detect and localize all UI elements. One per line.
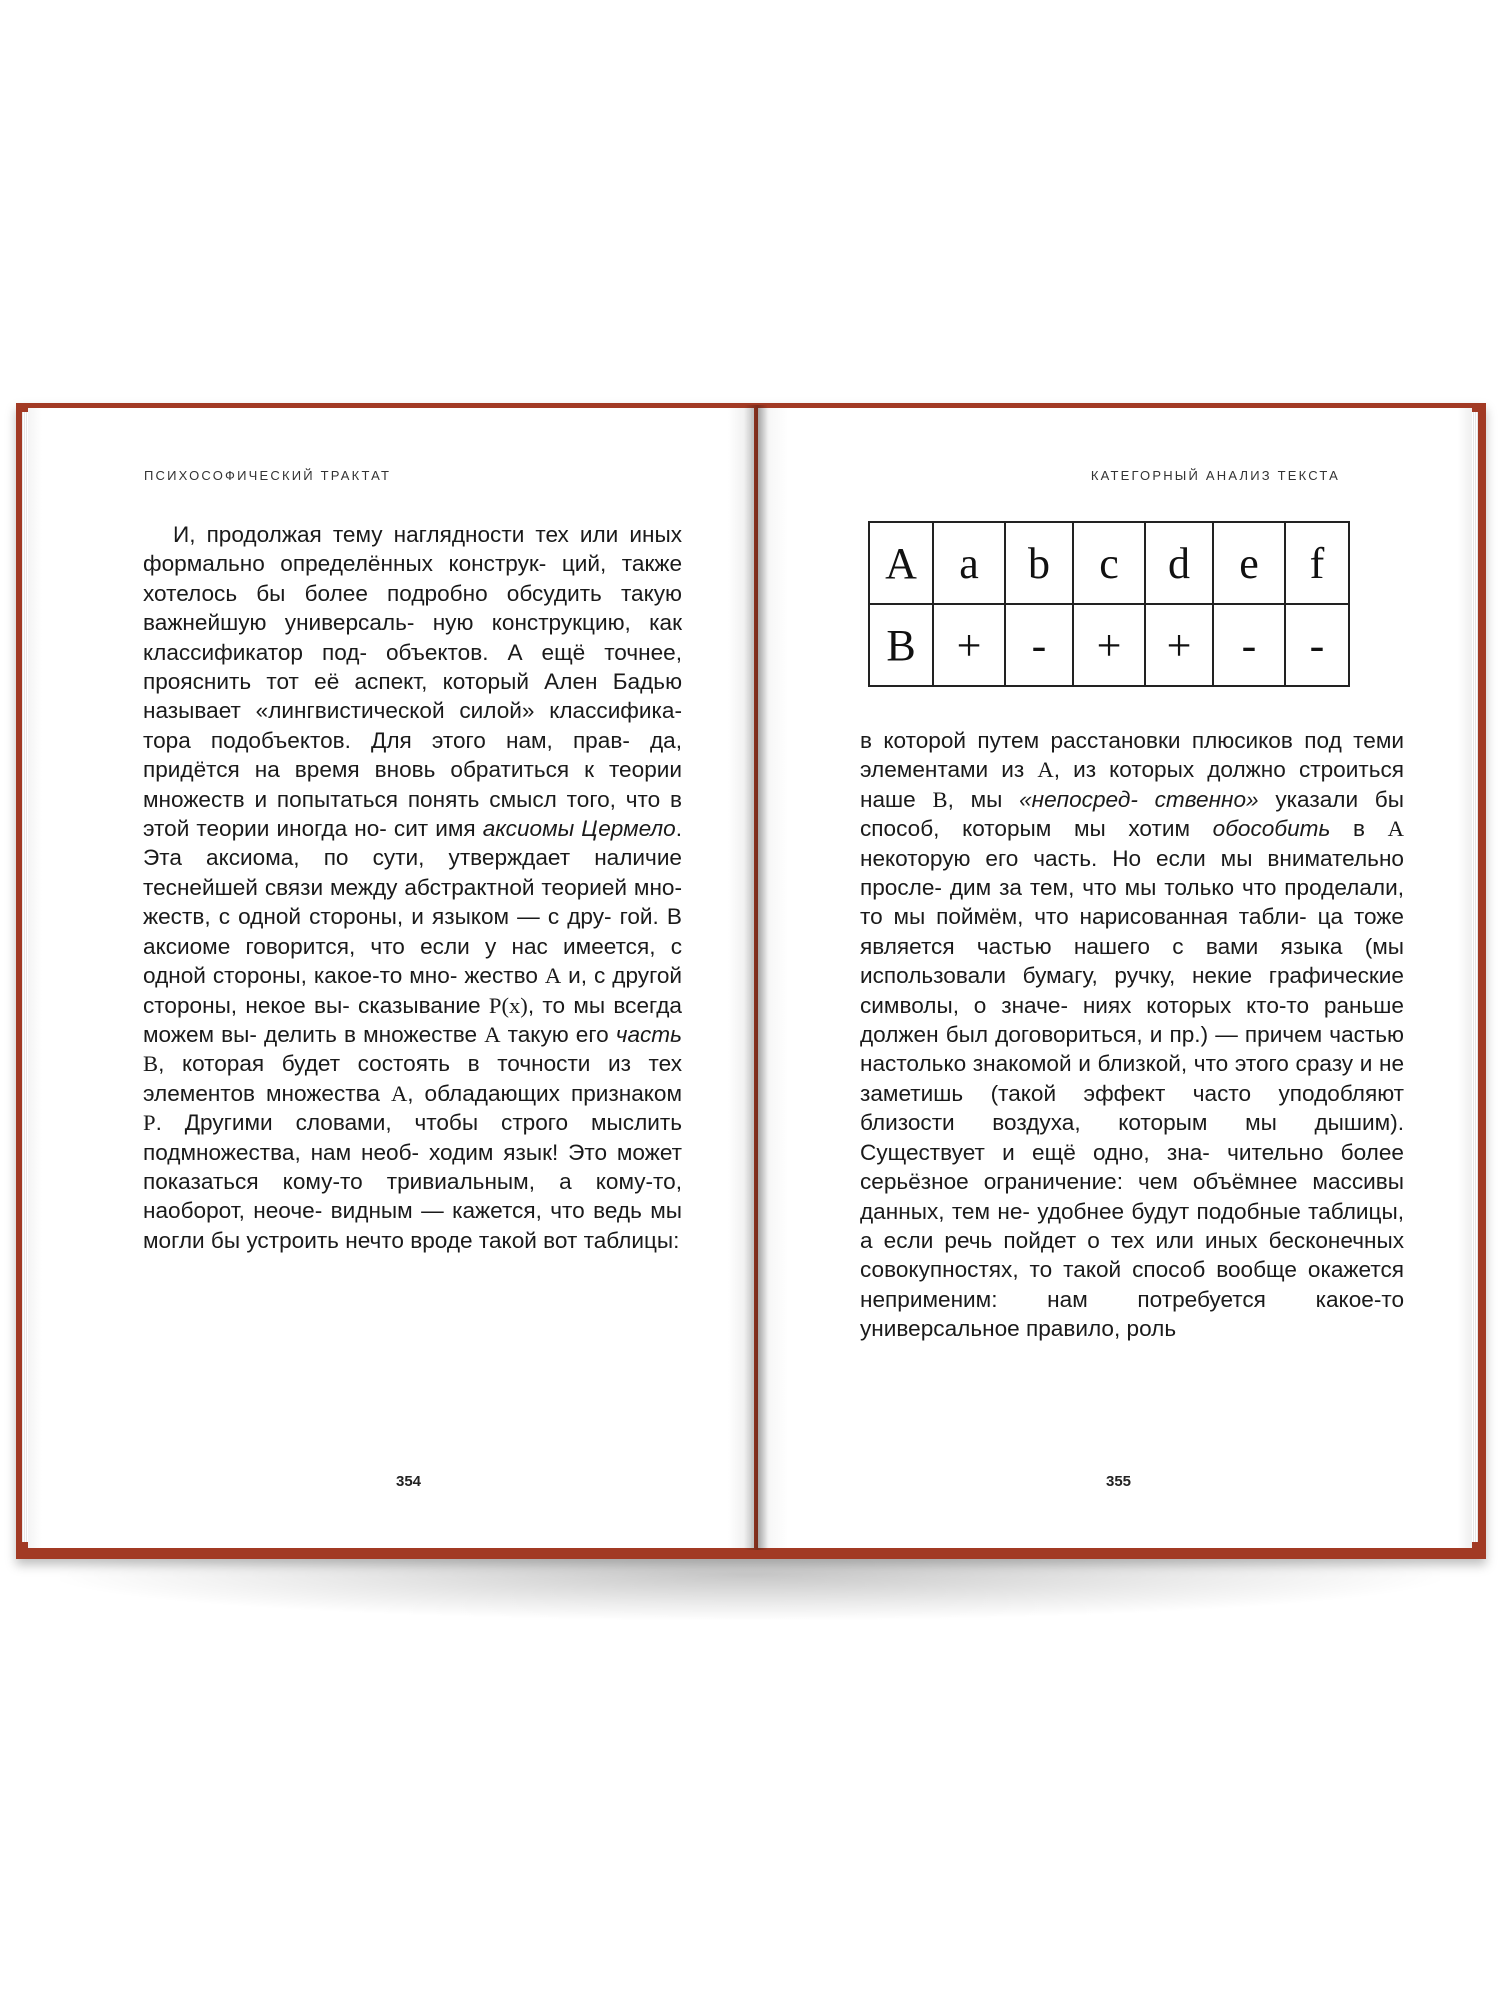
- text-line: связи между абстрактной теорией мно-: [264, 874, 683, 900]
- italic-term: обособить: [1212, 816, 1331, 842]
- text-line: ниях которых кто-то раньше должен был: [860, 992, 1404, 1048]
- table-cell: d: [1145, 522, 1213, 604]
- text-line: должно строиться наше B, мы «непосред-: [860, 757, 1404, 812]
- text-line: под теми элементами из A, из которых: [860, 728, 1404, 783]
- classifier-table: [868, 521, 1350, 687]
- text-line: настолько знакомой и близкой, что этого: [860, 1051, 1289, 1077]
- math-symbol: A: [1037, 757, 1054, 783]
- table-cell: f: [1285, 522, 1349, 604]
- table-cell: A: [869, 522, 933, 604]
- text-line: устроить нечто вроде такой вот таблицы:: [246, 1227, 680, 1253]
- table-cell: -: [1285, 604, 1349, 686]
- table-cell: -: [1213, 604, 1285, 686]
- math-symbol: B: [143, 1051, 159, 1077]
- text-line: чем объёмнее массивы данных, тем не-: [860, 1169, 1404, 1224]
- math-symbol: A: [484, 1021, 501, 1047]
- running-head-right: КАТЕГОРНЫЙ АНАЛИЗ ТЕКСТА: [1090, 468, 1340, 483]
- text-line: иных формально определённых конструк-: [143, 522, 683, 577]
- math-symbol: B: [932, 786, 948, 812]
- text-line: уподобляют близости воздуха, которым: [860, 1080, 1404, 1136]
- text-line: «лингвистической силой» классифика-: [255, 698, 682, 724]
- paragraph: [860, 726, 1404, 1344]
- italic-term: аксиомы Цермело: [482, 816, 676, 842]
- text-line: да, придётся на время вновь обратиться: [143, 727, 683, 783]
- text-line: делить в множестве A такую его часть B,: [143, 1021, 683, 1077]
- left-page-text: [143, 520, 682, 1255]
- text-line: ходим язык! Это может показаться кому-то: [143, 1139, 682, 1194]
- text-line: мы дышим). Существует и ещё одно, зна-: [860, 1110, 1404, 1165]
- table-row: [869, 604, 1349, 686]
- text-line: по сути, утверждает наличие теснейшей: [143, 845, 682, 900]
- text-line: жество A и, с другой стороны, некое вы-: [143, 963, 682, 1018]
- text-line: совокупностях, то такой способ вообще: [860, 1257, 1297, 1283]
- text-line: гой. В аксиоме говорится, что если у нас: [143, 904, 682, 959]
- text-line: И, продолжая тему наглядности тех или: [173, 522, 619, 547]
- table-row: [869, 522, 1349, 604]
- text-line: которая будет состоять в точности из тех: [181, 1051, 682, 1077]
- math-symbol: P: [143, 1110, 156, 1136]
- math-symbol: A: [544, 963, 562, 989]
- text-line: в которой путем расстановки плюсиков: [860, 728, 1293, 753]
- table-cell: -: [1005, 604, 1073, 686]
- table-cell: +: [933, 604, 1005, 686]
- table-cell: e: [1213, 522, 1285, 604]
- text-line: удобнее будут подобные таблицы, а если: [860, 1198, 1404, 1253]
- text-line: элементов множества A, обладающих: [143, 1080, 560, 1106]
- text-line: сразу и не заметишь (такой эффект часто: [860, 1051, 1405, 1106]
- text-line: окажется неприменим: нам потребуется: [860, 1257, 1404, 1312]
- text-line: имеется, с одной стороны, какое-то мно-: [143, 933, 682, 989]
- text-line: речь пойдет о тех или иных бесконечных: [944, 1227, 1404, 1253]
- italic-term: часть: [615, 1021, 683, 1047]
- text-line: тривиальным, а кому-то, наоборот, неоче-: [143, 1168, 682, 1224]
- text-line: мы хотим обособить в A некоторую его: [860, 816, 1404, 871]
- book-gutter: [744, 405, 768, 1550]
- text-line: чительно более серьёзное ограничение:: [860, 1139, 1404, 1195]
- italic-term: ственно»: [1154, 786, 1259, 812]
- left-page: [28, 408, 754, 1548]
- text-line: обсудить такую важнейшую универсаль-: [143, 580, 683, 636]
- text-line: её аспект, который Ален Бадью называет: [143, 669, 683, 724]
- text-line: признаком P. Другими словами, чтобы: [143, 1080, 683, 1136]
- text-line: ственно» указали бы способ, которым: [860, 786, 1404, 842]
- text-line: некие графические символы, о значе-: [860, 963, 1404, 1018]
- text-line: ций, также хотелось бы более подробно: [143, 551, 683, 606]
- table-cell: c: [1073, 522, 1145, 604]
- table-cell: +: [1073, 604, 1145, 686]
- text-line: договориться, и пр.) — причем частью: [995, 1022, 1404, 1048]
- text-line: объектов. А ещё точнее, прояснить тот: [143, 639, 683, 695]
- text-line: жеств, с одной стороны, и языком — с дру-: [143, 904, 612, 930]
- text-line: часть. Но если мы внимательно просле-: [860, 845, 1404, 901]
- table-cell: B: [869, 604, 933, 686]
- right-page-text: [860, 726, 1404, 1344]
- table-cell: a: [933, 522, 1005, 604]
- math-symbol: P(x): [488, 992, 528, 1018]
- text-line: смысл того, что в этой теории иногда но-: [143, 786, 682, 842]
- page-number-right: 355: [1106, 1473, 1132, 1490]
- text-line: сказывание P(x), то мы всегда можем вы-: [143, 992, 682, 1047]
- text-line: видным — кажется, что ведь мы могли бы: [143, 1198, 683, 1253]
- text-line: то мы поймём, что нарисованная табли-: [860, 904, 1307, 930]
- text-line: дим за тем, что мы только что проделали,: [949, 875, 1405, 901]
- text-line: тора подобъектов. Для этого нам, прав-: [143, 727, 630, 753]
- text-line: сит имя аксиомы Цермело. Эта аксиома,: [143, 816, 682, 871]
- table-cell: +: [1145, 604, 1213, 686]
- italic-term: «непосред-: [1019, 786, 1138, 812]
- math-symbol: A: [390, 1080, 408, 1106]
- math-symbol: A: [1387, 816, 1404, 842]
- table-cell: b: [1005, 522, 1073, 604]
- text-line: какое-то универсальное правило, роль: [860, 1286, 1405, 1342]
- running-head-left: ПСИХОСОФИЧЕСКИЙ ТРАКТАТ: [144, 468, 392, 483]
- text-line: строго мыслить подмножества, нам необ-: [143, 1110, 683, 1165]
- text-line: языка (мы использовали бумагу, ручку,: [860, 933, 1405, 989]
- text-line: к теории множеств и попытаться понять: [143, 757, 682, 812]
- right-page: [758, 408, 1472, 1548]
- text-line: ную конструкцию, как классификатор под-: [143, 610, 682, 665]
- text-line: ца тоже является частью нашего с вами: [860, 904, 1404, 959]
- page-number-left: 354: [396, 1473, 422, 1490]
- paragraph: [143, 520, 682, 1255]
